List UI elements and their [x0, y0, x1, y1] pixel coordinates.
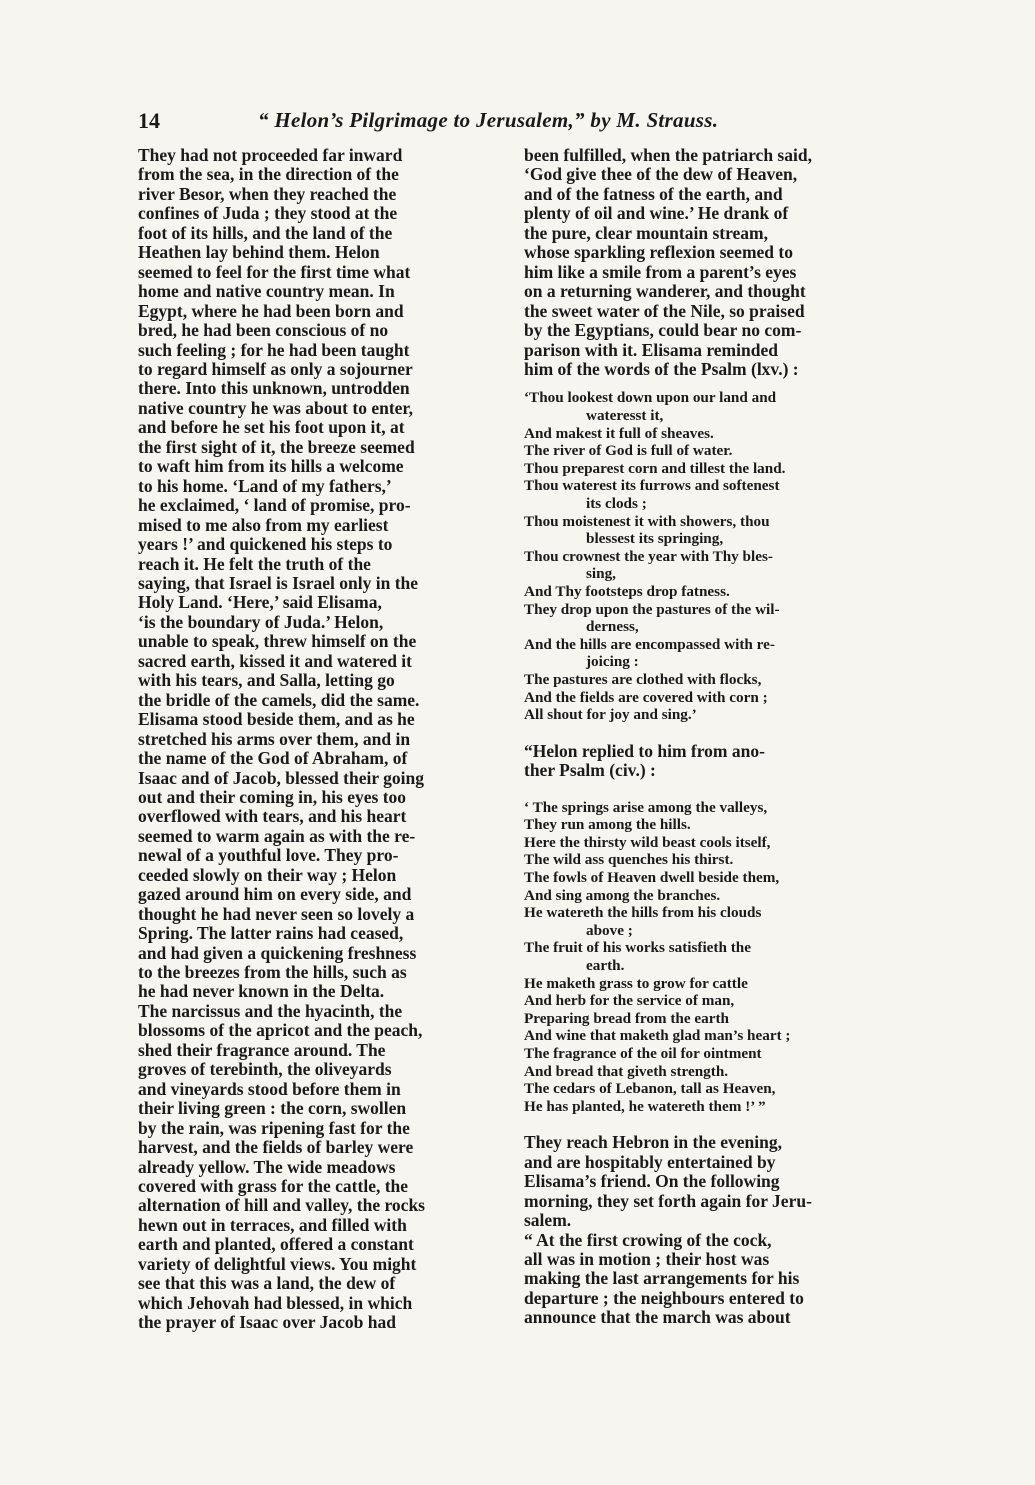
verse-line: The fruit of his works satisfieth the	[524, 939, 751, 957]
text-line: home and native country mean. In	[138, 281, 395, 302]
verse-line: Thou crownest the year with Thy bles-	[524, 547, 773, 565]
text-line: groves of terebinth, the oliveyards	[138, 1059, 392, 1080]
page-header	[138, 108, 890, 138]
verse-line: above ;	[586, 921, 633, 939]
text-line: see that this was a land, the dew of	[138, 1273, 396, 1294]
text-line: the first sight of it, the breeze seemed	[138, 436, 415, 457]
text-line: years !’ and quickened his steps to	[138, 534, 393, 555]
verse-line: ‘Thou lookest down upon our land and	[524, 389, 777, 407]
verse-line: joicing :	[586, 653, 639, 671]
text-line: such feeling ; for he had been taught	[138, 339, 410, 360]
verse-line: wateresst it,	[586, 407, 664, 425]
text-line: the prayer of Isaac over Jacob had	[138, 1312, 396, 1333]
psalm-65-quote	[524, 389, 900, 723]
verse-line: its clods ;	[586, 495, 647, 512]
text-line: hewn out in terraces, and filled with	[138, 1214, 407, 1235]
psalm-104-quote	[524, 799, 900, 1116]
verse-line: derness,	[586, 618, 639, 636]
verse-line: All shout for joy and sing.’	[524, 706, 697, 724]
verse-line: Thou moistenest it with showers, thou	[524, 512, 770, 530]
verse-line: Thou waterest its furrows and softenest	[524, 477, 780, 495]
spacer	[524, 724, 900, 742]
left-column	[138, 146, 506, 1333]
text-line: and of the fatness of the earth, and	[524, 183, 783, 204]
text-line: whose sparkling reflexion seemed to	[524, 242, 793, 263]
text-line: native country he was about to enter,	[138, 397, 413, 418]
verse-line: sing,	[586, 565, 616, 583]
text-line: on a returning wanderer, and thought	[524, 281, 806, 302]
text-line: mised to me also from my earliest	[138, 514, 389, 535]
verse-line: And makest it full of sheaves.	[524, 424, 714, 442]
text-line: the pure, clear mountain stream,	[524, 222, 769, 243]
verse-line: He watereth the hills from his clouds	[524, 904, 762, 922]
text-line: and vineyards stood before them in	[138, 1078, 401, 1099]
verse-line: They drop upon the pastures of the wil-	[524, 600, 780, 618]
text-line: Elisama stood beside them, and as he	[138, 709, 415, 730]
text-line: Spring. The latter rains had ceased,	[138, 923, 404, 944]
left-paragraph	[138, 146, 506, 1333]
text-line: stretched his arms over them, and in	[138, 728, 411, 749]
text-line: to waft him from its hills a welcome	[138, 456, 404, 477]
text-line: to his home. ‘Land of my fathers,’	[138, 475, 392, 496]
text-line: covered with grass for the cattle, the	[138, 1176, 409, 1197]
text-line: Holy Land. ‘Here,’ said Elisama,	[138, 592, 382, 613]
text-line: to the breezes from the hills, such as	[138, 962, 407, 983]
text-line: announce that the march was about	[524, 1307, 791, 1328]
text-line: Egypt, where he had been born and	[138, 300, 404, 321]
text-line: the bridle of the camels, did the same.	[138, 689, 420, 710]
text-line: overflowed with tears, and his heart	[138, 806, 407, 827]
text-line: making the last arrangements for his	[524, 1268, 800, 1289]
text-line: and are hospitably entertained by	[524, 1151, 776, 1172]
text-line: newal of a youthful love. They pro-	[138, 845, 399, 866]
text-line: ‘is the boundary of Juda.’ Helon,	[138, 611, 384, 632]
text-line: all was in motion ; their host was	[524, 1249, 770, 1270]
text-line: he had never known in the Delta.	[138, 981, 385, 1002]
text-line: him like a smile from a parent’s eyes	[524, 261, 797, 282]
text-line: saying, that Israel is Israel only in the	[138, 572, 419, 593]
text-line: by the rain, was ripening fast for the	[138, 1117, 410, 1138]
text-line: salem.	[524, 1210, 572, 1231]
text-line: morning, they set forth again for Jeru-	[524, 1190, 812, 1211]
text-line: him of the words of the Psalm (lxv.) :	[524, 358, 799, 379]
verse-line: And bread that giveth strength.	[524, 1062, 729, 1080]
text-line: their living green : the corn, swollen	[138, 1098, 407, 1119]
right-paragraph-4	[524, 1231, 900, 1328]
text-line: gazed around him on every side, and	[138, 884, 412, 905]
text-line: the sweet water of the Nile, so praised	[524, 300, 805, 321]
spacer	[524, 781, 900, 799]
right-paragraph-3	[524, 1133, 900, 1230]
verse-line: The wild ass quenches his thirst.	[524, 851, 734, 869]
verse-line: And the fields are covered with corn ;	[524, 688, 768, 706]
verse-line: Here the thirsty wild beast cools itself,	[524, 833, 771, 851]
verse-line: earth.	[586, 956, 625, 974]
text-line: the name of the God of Abraham, of	[138, 748, 408, 769]
text-line: and had given a quickening freshness	[138, 942, 417, 963]
text-line: ceeded slowly on their way ; Helon	[138, 864, 397, 885]
running-title: “ Helon’s Pilgrimage to Jerusalem,” by M. Strauss.	[258, 108, 719, 132]
verse-line: He maketh grass to grow for cattle	[524, 974, 748, 992]
text-line: “ At the first crowing of the cock,	[524, 1229, 772, 1250]
text-line: variety of delightful views. You might	[138, 1253, 417, 1274]
verse-line: The pastures are clothed with flocks,	[524, 670, 762, 688]
text-line: parison with it. Elisama reminded	[524, 339, 778, 360]
page-number: 14	[138, 108, 160, 133]
text-line: already yellow. The wide meadows	[138, 1156, 396, 1177]
verse-line: And sing among the branches.	[524, 886, 721, 904]
verse-line: He has planted, he watereth them !’ ”	[524, 1097, 766, 1115]
text-line: seemed to warm again as with the re-	[138, 825, 416, 846]
text-line: The narcissus and the hyacinth, the	[138, 1000, 403, 1021]
text-line: harvest, and the fields of barley were	[138, 1137, 414, 1158]
verse-line: ‘ The springs arise among the valleys,	[524, 798, 768, 816]
text-line: bred, he had been conscious of no	[138, 320, 389, 341]
text-line: river Besor, when they reached the	[138, 183, 397, 204]
text-line: Elisama’s friend. On the following	[524, 1171, 780, 1192]
right-paragraph-1	[524, 146, 900, 379]
text-line: departure ; the neighbours entered to	[524, 1287, 804, 1308]
verse-line: And wine that maketh glad man’s heart ;	[524, 1027, 791, 1045]
text-line: plenty of oil and wine.’ He drank of	[524, 203, 789, 224]
text-line: reach it. He felt the truth of the	[138, 553, 371, 574]
text-line: seemed to feel for the first time what	[138, 261, 411, 282]
text-line: sacred earth, kissed it and watered it	[138, 650, 412, 671]
text-line: blossoms of the apricot and the peach,	[138, 1020, 423, 1041]
text-line: been fulfilled, when the patriarch said,	[524, 145, 812, 165]
spacer	[524, 379, 900, 389]
verse-line: Thou preparest corn and tillest the land.	[524, 459, 786, 477]
spacer	[524, 1115, 900, 1133]
verse-line: The fowls of Heaven dwell beside them,	[524, 869, 780, 886]
text-line: “Helon replied to him from ano-	[524, 740, 765, 761]
text-line: They had not proceeded far inward	[138, 145, 403, 165]
verse-line: blessest its springing,	[586, 530, 724, 548]
text-line: They reach Hebron in the evening,	[524, 1132, 782, 1153]
text-line: with his tears, and Salla, letting go	[138, 670, 395, 691]
verse-line: The cedars of Lebanon, tall as Heaven,	[524, 1080, 776, 1098]
verse-line: And herb for the service of man,	[524, 992, 735, 1010]
text-line: ‘God give thee of the dew of Heaven,	[524, 164, 798, 185]
verse-line: Preparing bread from the earth	[524, 1009, 730, 1027]
verse-line: The river of God is full of water.	[524, 442, 733, 460]
text-line: and before he set his foot upon it, at	[138, 417, 405, 438]
text-line: Heathen lay behind them. Helon	[138, 242, 380, 263]
text-line: ther Psalm (civ.) :	[524, 760, 656, 781]
text-line: by the Egyptians, could bear no com-	[524, 320, 802, 341]
verse-line: And the hills are encompassed with re-	[524, 635, 775, 653]
text-line: to regard himself as only a sojourner	[138, 358, 413, 379]
verse-line: The fragrance of the oil for ointment	[524, 1044, 762, 1062]
verse-line: They run among the hills.	[524, 816, 691, 834]
text-line: thought he had never seen so lovely a	[138, 903, 415, 924]
text-line: from the sea, in the direction of the	[138, 164, 399, 185]
text-line: which Jehovah had blessed, in which	[138, 1292, 413, 1313]
text-line: earth and planted, offered a constant	[138, 1234, 414, 1255]
text-line: confines of Juda ; they stood at the	[138, 203, 398, 224]
text-line: Isaac and of Jacob, blessed their going	[138, 767, 425, 788]
right-column	[524, 146, 900, 1328]
text-line: shed their fragrance around. The	[138, 1039, 386, 1060]
text-line: there. Into this unknown, untrodden	[138, 378, 410, 399]
text-line: he exclaimed, ‘ land of promise, pro-	[138, 495, 411, 516]
text-line: alternation of hill and valley, the rocks	[138, 1195, 425, 1216]
text-line: foot of its hills, and the land of the	[138, 222, 393, 243]
text-line: unable to speak, threw himself on the	[138, 631, 417, 652]
verse-line: And Thy footsteps drop fatness.	[524, 582, 730, 600]
text-line: out and their coming in, his eyes too	[138, 786, 407, 807]
right-paragraph-2	[524, 742, 900, 781]
